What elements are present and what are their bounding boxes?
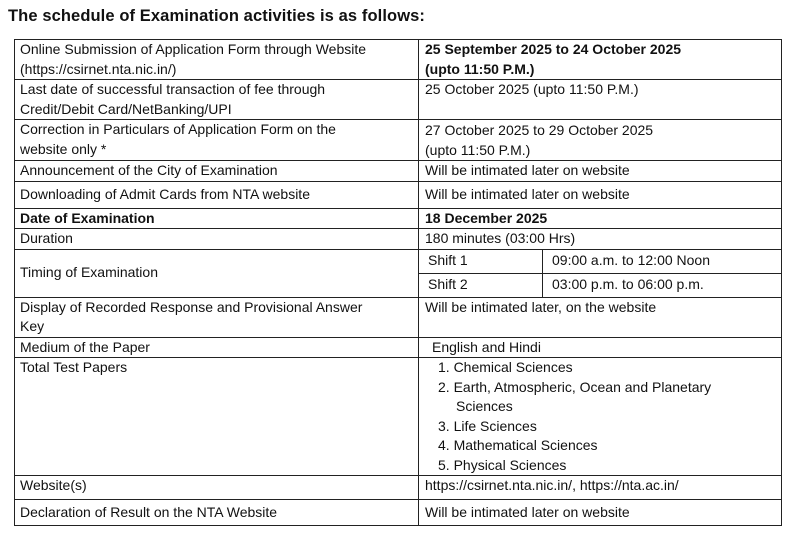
row-label-duration [15,229,419,250]
table-row [15,181,782,208]
list-item-continuation: Sciences [456,398,513,414]
label-line: Online Submission of Application Form through Website [20,41,367,57]
table-row [15,476,782,500]
value-line: 180 minutes (03:00 Hrs) [425,230,576,246]
label-line: Duration [20,230,73,246]
shift-time [543,249,782,273]
row-label-admit-cards [15,181,419,208]
label-line: Credit/Debit Card/NetBanking/UPI [20,100,232,117]
value-line: 25 October 2025 (upto 11:50 P.M.) [425,81,639,97]
row-label-medium [15,337,419,358]
website-links[interactable]: https://csirnet.nta.nic.in/, https://nta.ac.in/ [425,477,679,493]
row-value-recorded-response [419,297,782,337]
label-line: Total Test Papers [20,359,128,375]
shift-name-text: Shift 1 [428,252,468,269]
value-line: (upto 11:50 P.M.) [425,141,531,158]
label-line: Website(s) [20,477,87,493]
shift-name [419,249,543,273]
row-label-timing [15,249,419,297]
table-row [15,80,782,120]
row-label-correction [15,120,419,161]
table-row [15,161,782,182]
table-row [15,337,782,358]
row-value-admit-cards [419,181,782,208]
row-value-result [419,500,782,526]
label-line: Date of Examination [20,209,155,226]
value-line: Will be intimated later on website [425,162,630,178]
table-row [15,229,782,250]
label-line: (https://csirnet.nta.nic.in/) [20,60,177,77]
table-row [15,249,782,273]
shift-name [419,273,543,297]
value-line: Will be intimated later, on the website [425,298,657,315]
label-line: Last date of successful transaction of fee through [20,81,326,97]
value-line: 27 October 2025 to 29 October 2025 [425,122,654,138]
table-row [15,120,782,161]
row-label-city-announcement [15,161,419,182]
list-item: 5. Physical Sciences [438,456,567,473]
label-line: Downloading of Admit Cards from NTA website [20,185,310,202]
table-row [15,500,782,526]
value-line: English and Hindi [432,338,541,355]
row-label-websites [15,476,419,500]
label-line: Timing of Examination [20,264,158,281]
label-line: website only * [20,140,107,157]
value-line: Will be intimated later on website [425,503,630,520]
row-label-fee-transaction [15,80,419,120]
label-line: Declaration of Result on the NTA Website [20,503,278,520]
row-value-correction [419,120,782,161]
row-value-test-papers [419,358,782,476]
row-value-duration [419,229,782,250]
shift-time [543,273,782,297]
shift-time-text: 03:00 p.m. to 06:00 p.m. [552,276,704,293]
list-item [438,378,775,417]
row-label-result [15,500,419,526]
value-line: 25 September 2025 to 24 October 2025 [425,41,682,57]
list-item: 1. Chemical Sciences [438,359,573,375]
row-value-fee-transaction [419,80,782,120]
list-item-text: 2. Earth, Atmospheric, Ocean and Planetary [438,378,712,395]
label-line: Announcement of the City of Examination [20,162,278,178]
row-label-recorded-response [15,297,419,337]
row-value-city-announcement [419,161,782,182]
row-label-exam-date [15,208,419,229]
schedule-table [14,39,782,526]
value-line: 18 December 2025 [425,209,548,226]
table-row [15,40,782,80]
row-value-websites [419,476,782,500]
row-value-online-submission [419,40,782,80]
label-line: Correction in Particulars of Application Form on the [20,121,336,137]
value-line: (upto 11:50 P.M.) [425,60,535,77]
row-value-medium [419,337,782,358]
row-label-test-papers [15,358,419,476]
list-item: 4. Mathematical Sciences [438,437,598,453]
shift-name-text: Shift 2 [428,276,468,293]
list-item: 3. Life Sciences [438,417,537,434]
row-label-online-submission [15,40,419,80]
table-row [15,297,782,337]
row-value-exam-date [419,208,782,229]
shift-time-text: 09:00 a.m. to 12:00 Noon [552,252,710,269]
test-papers-list [425,358,775,475]
table-row [15,208,782,229]
label-line: Key [20,318,45,334]
label-line: Medium of the Paper [20,338,150,355]
label-line: Display of Recorded Response and Provisional Answer [20,298,363,315]
schedule-heading: The schedule of Examination activities is as follows: [8,7,425,25]
table-row [15,358,782,476]
value-line: Will be intimated later on website [425,185,630,202]
